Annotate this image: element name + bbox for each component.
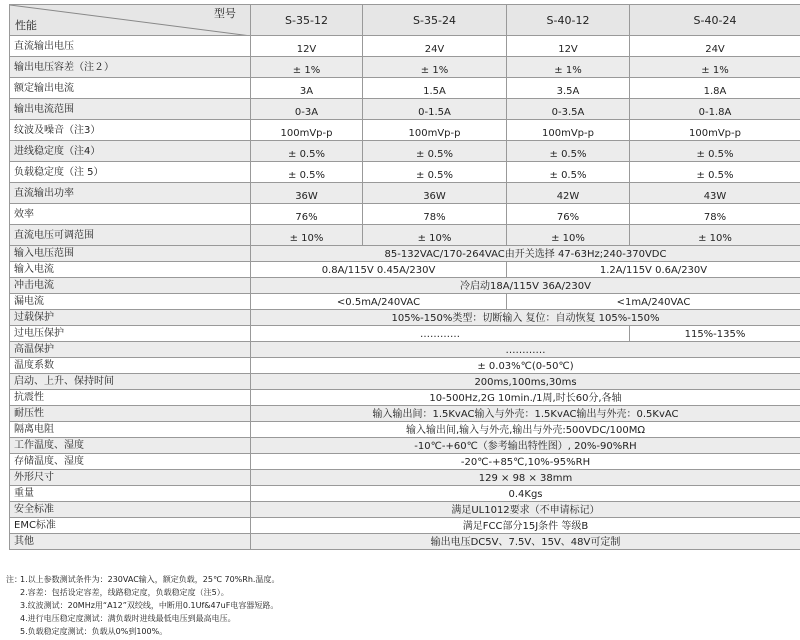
spec-value: 10-500Hz,2G 10min./1周,时长60分,各轴	[251, 390, 800, 406]
spec-value: ± 0.5%	[630, 141, 800, 162]
input-current-row	[10, 262, 800, 278]
spec-row	[10, 204, 800, 225]
spec-label: 进线稳定度（注4）	[10, 141, 251, 162]
spec-value: 105%-150%类型：切断输入 复位：自动恢复 105%-150%	[251, 310, 800, 326]
spec-value: 满足FCC部分15J条件 等级B	[251, 518, 800, 534]
spec-value: 100mVp-p	[251, 120, 363, 141]
spec-label: 温度系数	[10, 358, 251, 374]
spec-value: 100mVp-p	[630, 120, 800, 141]
spec-row	[10, 141, 800, 162]
spec-value: 输入输出间：1.5KvAC输入与外壳：1.5KvAC输出与外壳：0.5KvAC	[251, 406, 800, 422]
spec-label: 输入电压范围	[10, 246, 251, 262]
spec-value: 115%-135%	[630, 326, 800, 342]
spec-value: 0-3A	[251, 99, 363, 120]
spec-value: <0.5mA/240VAC	[251, 294, 507, 310]
spec-label: 过电压保护	[10, 326, 251, 342]
spec-label: EMC标准	[10, 518, 251, 534]
model-header: S-35-24	[363, 5, 507, 36]
spec-label: 抗震性	[10, 390, 251, 406]
spec-row	[10, 406, 800, 422]
spec-label: 隔离电阻	[10, 422, 251, 438]
spec-table	[9, 4, 800, 550]
spec-label: 输出电压容差（注２）	[10, 57, 251, 78]
spec-row	[10, 390, 800, 406]
spec-value: 12V	[251, 36, 363, 57]
spec-value: 3.5A	[507, 78, 630, 99]
spec-value: -10℃-+60℃（参考输出特性图）, 20%-90%RH	[251, 438, 800, 454]
spec-value: 3A	[251, 78, 363, 99]
overvoltage-row	[10, 326, 800, 342]
spec-label: 重量	[10, 486, 251, 502]
spec-value: ± 1%	[507, 57, 630, 78]
spec-row	[10, 454, 800, 470]
note-item: 2.容差：包括设定容差，线路稳定度，负载稳定度（注5）。	[20, 588, 229, 597]
spec-row	[10, 438, 800, 454]
spec-value: 85-132VAC/170-264VAC由开关选择 47-63Hz;240-370VDC	[251, 246, 800, 262]
spec-label: 工作温度、湿度	[10, 438, 251, 454]
spec-value: ± 1%	[363, 57, 507, 78]
spec-value: ± 10%	[630, 225, 800, 246]
spec-value: 24V	[630, 36, 800, 57]
spec-value: ± 0.5%	[630, 162, 800, 183]
spec-row	[10, 78, 800, 99]
spec-value: ± 0.5%	[363, 162, 507, 183]
spec-value: …………	[251, 342, 800, 358]
spec-value: 24V	[363, 36, 507, 57]
spec-row	[10, 358, 800, 374]
spec-value: 100mVp-p	[507, 120, 630, 141]
spec-label: 存储温度、湿度	[10, 454, 251, 470]
model-header: S-40-12	[507, 5, 630, 36]
spec-value: 1.5A	[363, 78, 507, 99]
spec-row	[10, 162, 800, 183]
spec-value: 0-1.5A	[363, 99, 507, 120]
spec-label: 输出电流范围	[10, 99, 251, 120]
spec-value: <1mA/240VAC	[507, 294, 800, 310]
spec-value: -20℃-+85℃,10%-95%RH	[251, 454, 800, 470]
spec-value: 12V	[507, 36, 630, 57]
model-header: S-40-24	[630, 5, 800, 36]
header-row	[10, 5, 800, 36]
spec-label: 漏电流	[10, 294, 251, 310]
spec-label: 负载稳定度（注 5）	[10, 162, 251, 183]
spec-value: ± 1%	[251, 57, 363, 78]
spec-label: 冲击电流	[10, 278, 251, 294]
model-header: S-35-12	[251, 5, 363, 36]
spec-value: ± 10%	[363, 225, 507, 246]
overload-row	[10, 310, 800, 326]
spec-row	[10, 486, 800, 502]
spec-value: 100mVp-p	[363, 120, 507, 141]
spec-label: 耐压性	[10, 406, 251, 422]
spec-value: 36W	[363, 183, 507, 204]
spec-label: 其他	[10, 534, 251, 550]
spec-label: 直流电压可调范围	[10, 225, 251, 246]
spec-row	[10, 534, 800, 550]
spec-value: ± 0.5%	[507, 162, 630, 183]
spec-value: 76%	[251, 204, 363, 225]
note-item: 3.纹波测试：20MHz用“A12”双绞线，中断用0.1Uf&47uF电容器短路。	[20, 601, 279, 610]
spec-label: 纹波及噪音（注3）	[10, 120, 251, 141]
spec-value: 1.8A	[630, 78, 800, 99]
spec-label: 过载保护	[10, 310, 251, 326]
spec-value: 满足UL1012要求（不申请标记）	[251, 502, 800, 518]
spec-value: 0-3.5A	[507, 99, 630, 120]
spec-value: ± 1%	[630, 57, 800, 78]
spec-value: 42W	[507, 183, 630, 204]
spec-label: 效率	[10, 204, 251, 225]
spec-row	[10, 502, 800, 518]
spec-value: ± 0.5%	[363, 141, 507, 162]
note-item: 5.负载稳定度测试：负载从0%到100%。	[20, 627, 168, 636]
overtemp-row	[10, 342, 800, 358]
spec-row	[10, 374, 800, 390]
spec-value: ± 0.5%	[251, 141, 363, 162]
spec-row	[10, 518, 800, 534]
spec-value: 1.2A/115V 0.6A/230V	[507, 262, 800, 278]
spec-value: 0.8A/115V 0.45A/230V	[251, 262, 507, 278]
spec-value: 36W	[251, 183, 363, 204]
spec-row	[10, 57, 800, 78]
spec-value: 78%	[630, 204, 800, 225]
spec-value: 200ms,100ms,30ms	[251, 374, 800, 390]
spec-value: 输出电压DC5V、7.5V、15V、48V可定制	[251, 534, 800, 550]
notes-prefix: 注：	[6, 575, 22, 584]
spec-row	[10, 183, 800, 204]
header-corner-cell	[10, 5, 251, 36]
inrush-row	[10, 278, 800, 294]
spec-label: 直流输出电压	[10, 36, 251, 57]
spec-value: 输入输出间,输入与外壳,输出与外壳:500VDC/100MΩ	[251, 422, 800, 438]
spec-value: ± 0.03%℃(0-50℃)	[251, 358, 800, 374]
spec-value: 0-1.8A	[630, 99, 800, 120]
spec-value: 43W	[630, 183, 800, 204]
spec-label: 高温保护	[10, 342, 251, 358]
spec-row	[10, 36, 800, 57]
spec-value: 0.4Kgs	[251, 486, 800, 502]
spec-row	[10, 422, 800, 438]
spec-value: ± 10%	[507, 225, 630, 246]
spec-row	[10, 470, 800, 486]
spec-value: 76%	[507, 204, 630, 225]
spec-row	[10, 225, 800, 246]
spec-value: ± 0.5%	[507, 141, 630, 162]
spec-label: 启动、上升、保持时间	[10, 374, 251, 390]
spec-row	[10, 99, 800, 120]
model-header-label: 型号	[214, 7, 236, 20]
notes-section	[6, 573, 279, 638]
note-item: 4.进行电压稳定度测试：满负载时进线最低电压到最高电压。	[20, 614, 236, 623]
performance-header-label: 性能	[15, 19, 37, 32]
spec-value: ± 0.5%	[251, 162, 363, 183]
spec-value: ± 10%	[251, 225, 363, 246]
spec-label: 额定输出电流	[10, 78, 251, 99]
spec-label: 安全标准	[10, 502, 251, 518]
spec-label: 外形尺寸	[10, 470, 251, 486]
input-range-row	[10, 246, 800, 262]
spec-row	[10, 120, 800, 141]
spec-value: 129 × 98 × 38mm	[251, 470, 800, 486]
leakage-row	[10, 294, 800, 310]
note-item: 1.以上参数测试条件为：230VAC输入，额定负载，25℃ 70%Rh.温度。	[20, 575, 280, 584]
spec-value: …………	[251, 326, 630, 342]
spec-value: 78%	[363, 204, 507, 225]
spec-label: 输入电流	[10, 262, 251, 278]
spec-value: 冷启动18A/115V 36A/230V	[251, 278, 800, 294]
spec-label: 直流输出功率	[10, 183, 251, 204]
